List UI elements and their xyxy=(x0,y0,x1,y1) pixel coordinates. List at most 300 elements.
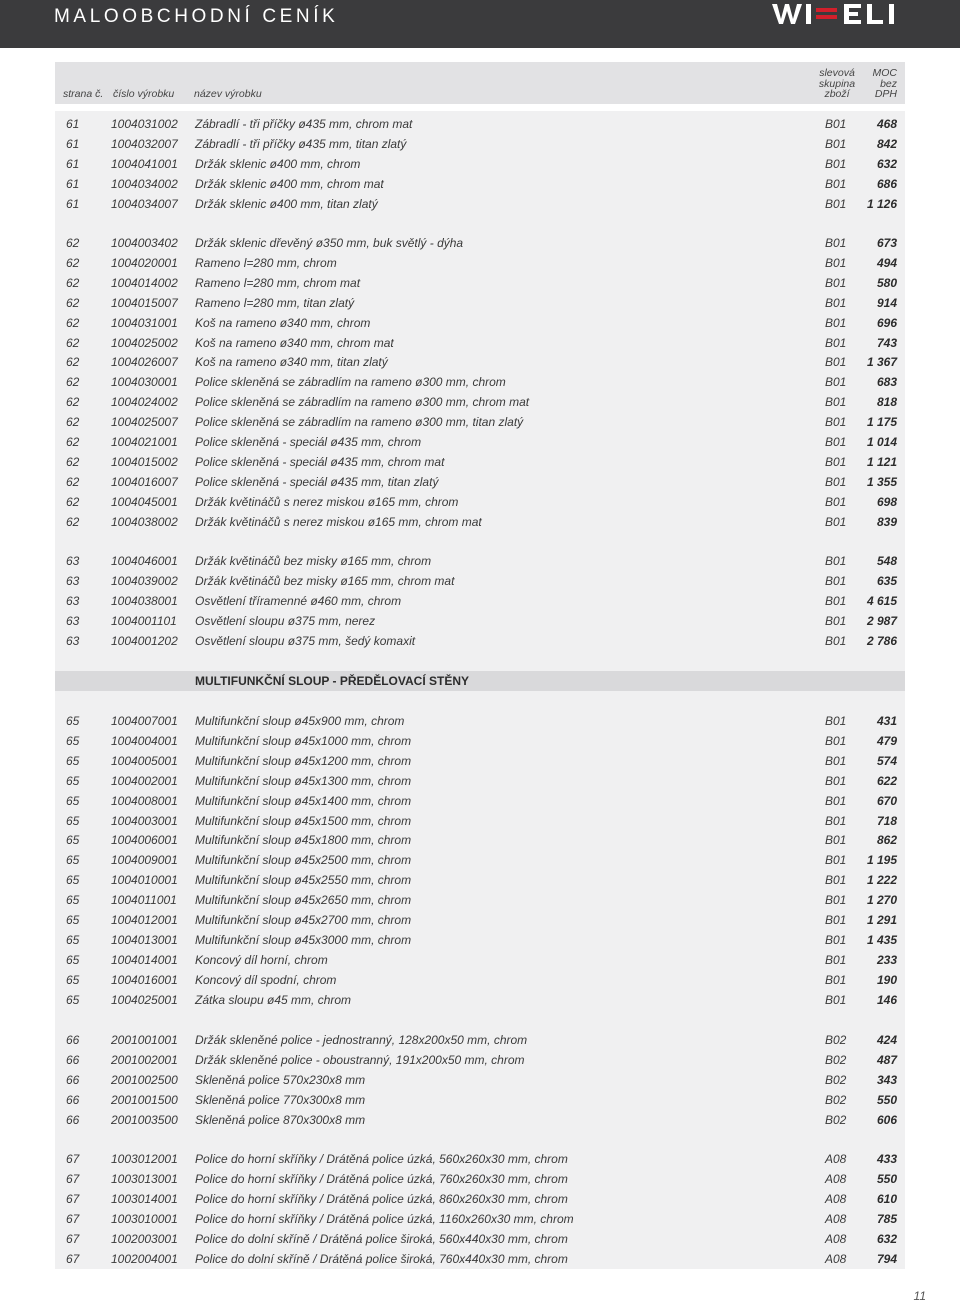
cell-price: 468 xyxy=(876,117,897,131)
cell-product-number: 1002003001 xyxy=(111,1231,178,1246)
cell-discount-group: B01 xyxy=(825,833,847,848)
cell-product-name: Multifunkční sloup ø45x1300 mm, chrom xyxy=(195,773,412,788)
table-row xyxy=(55,910,905,930)
cell-discount-group: B01 xyxy=(825,117,847,131)
cell-product-number: 1004007001 xyxy=(111,714,178,728)
cell-discount-group: B01 xyxy=(825,573,847,588)
table-row xyxy=(55,930,905,950)
cell-product-name: Držák skleněné police - oboustranný, 191x200x50 mm, chrom xyxy=(195,1052,525,1067)
table-row xyxy=(55,1149,905,1169)
cell-page: 62 xyxy=(66,494,80,509)
cell-page: 65 xyxy=(66,893,80,908)
cell-price: 673 xyxy=(876,236,897,250)
section-band xyxy=(55,671,905,691)
cell-page: 65 xyxy=(66,753,80,768)
cell-discount-group: B01 xyxy=(825,136,847,151)
section-title: MULTIFUNKČNÍ SLOUP - PŘEDĚLOVACÍ STĚNY xyxy=(195,674,470,688)
cell-product-number: 1004001202 xyxy=(111,633,178,648)
cell-price: 424 xyxy=(876,1033,897,1047)
cell-discount-group: B01 xyxy=(825,454,847,469)
cell-discount-group: B01 xyxy=(825,275,847,290)
cell-page: 63 xyxy=(66,593,80,608)
cell-page: 65 xyxy=(66,833,80,848)
cell-page: 65 xyxy=(66,733,80,748)
cell-price: 606 xyxy=(876,1112,897,1127)
cell-page: 67 xyxy=(66,1191,80,1206)
cell-product-number: 1004009001 xyxy=(111,853,178,868)
cell-product-number: 1003010001 xyxy=(111,1211,178,1226)
cell-product-number: 2001002500 xyxy=(111,1072,178,1087)
cell-discount-group: B01 xyxy=(825,315,847,330)
cell-price: 550 xyxy=(876,1092,897,1107)
table-row xyxy=(55,771,905,791)
table-row xyxy=(55,492,905,512)
cell-page: 65 xyxy=(66,972,80,987)
cell-discount-group: B01 xyxy=(825,295,847,310)
cell-discount-group: B01 xyxy=(825,773,847,788)
cell-product-name: Koš na rameno ø340 mm, titan zlatý xyxy=(195,355,388,370)
table-row xyxy=(55,233,905,253)
table-row xyxy=(55,512,905,532)
cell-product-number: 1004039002 xyxy=(111,573,178,588)
cell-page: 62 xyxy=(66,275,80,290)
cell-product-number: 1004010001 xyxy=(111,873,178,888)
cell-product-number: 1004038002 xyxy=(111,514,178,529)
table-row xyxy=(55,830,905,850)
cell-product-name: Police do horní skříňky / Drátěná police úzká, 860x260x30 mm, chrom xyxy=(195,1191,568,1206)
cell-price: 670 xyxy=(876,793,897,808)
table-row xyxy=(55,1169,905,1189)
cell-product-number: 1004026007 xyxy=(111,355,178,370)
cell-price: 4 615 xyxy=(866,593,897,608)
table-row xyxy=(55,571,905,591)
cell-product-number: 1004025001 xyxy=(111,992,178,1007)
cell-price: 683 xyxy=(876,375,897,390)
column-header-group-line: zboží xyxy=(824,88,850,100)
table-row xyxy=(55,1110,905,1130)
cell-page: 62 xyxy=(66,474,80,489)
table-row xyxy=(55,134,905,154)
cell-price: 794 xyxy=(876,1251,897,1266)
cell-price: 914 xyxy=(876,295,897,310)
table-row xyxy=(55,990,905,1010)
cell-product-name: Multifunkční sloup ø45x900 mm, chrom xyxy=(195,714,405,728)
cell-product-name: Police skleněná - speciál ø435 mm, chrom mat xyxy=(195,454,445,469)
cell-product-number: 1004032007 xyxy=(111,136,178,151)
cell-discount-group: A08 xyxy=(825,1191,847,1206)
cell-product-name: Koncový díl spodní, chrom xyxy=(195,972,337,987)
cell-product-name: Držák sklenic ø400 mm, chrom xyxy=(195,156,361,171)
table-row xyxy=(55,751,905,771)
cell-page: 62 xyxy=(66,454,80,469)
cell-product-number: 1004034002 xyxy=(111,176,178,191)
cell-product-number: 1004008001 xyxy=(111,793,178,808)
column-header-number: číslo výrobku xyxy=(113,88,175,100)
table-row xyxy=(55,452,905,472)
cell-product-name: Multifunkční sloup ø45x1400 mm, chrom xyxy=(195,793,412,808)
table-row xyxy=(55,791,905,811)
cell-product-name: Rameno l=280 mm, titan zlatý xyxy=(195,295,355,310)
cell-discount-group: B01 xyxy=(825,992,847,1007)
cell-discount-group: B01 xyxy=(825,853,847,868)
cell-product-name: Držák květináčů s nerez miskou ø165 mm, chrom xyxy=(195,494,459,509)
cell-discount-group: B01 xyxy=(825,255,847,270)
table-row xyxy=(55,392,905,412)
cell-product-name: Multifunkční sloup ø45x1800 mm, chrom xyxy=(195,833,412,848)
cell-product-name: Zátka sloupu ø45 mm, chrom xyxy=(195,992,352,1007)
table-row xyxy=(55,950,905,970)
cell-discount-group: B02 xyxy=(825,1052,847,1067)
cell-page: 66 xyxy=(66,1112,80,1127)
table-row xyxy=(55,273,905,293)
cell-price: 479 xyxy=(876,733,897,748)
cell-page: 67 xyxy=(66,1152,80,1166)
cell-product-number: 1004041001 xyxy=(111,156,178,171)
column-header-group-line: skupina xyxy=(818,77,856,90)
cell-price: 1 126 xyxy=(866,196,897,211)
cell-product-number: 1004025002 xyxy=(111,335,178,350)
cell-product-number: 1004011001 xyxy=(111,893,177,908)
cell-price: 494 xyxy=(876,255,897,270)
cell-page: 62 xyxy=(66,295,80,310)
cell-page: 66 xyxy=(66,1072,80,1087)
cell-product-number: 1004001101 xyxy=(111,613,177,628)
cell-price: 1 121 xyxy=(866,454,897,469)
cell-page: 61 xyxy=(66,136,80,151)
cell-discount-group: B01 xyxy=(825,913,847,927)
table-row xyxy=(55,1229,905,1249)
cell-product-name: Skleněná police 570x230x8 mm xyxy=(195,1072,366,1087)
table-row xyxy=(55,731,905,751)
cell-product-name: Multifunkční sloup ø45x2700 mm, chrom xyxy=(195,913,412,927)
table-row xyxy=(55,1050,905,1070)
cell-product-number: 1004002001 xyxy=(111,773,178,788)
table-row xyxy=(55,1070,905,1090)
cell-product-name: Police skleněná - speciál ø435 mm, titan zlatý xyxy=(195,474,439,489)
cell-product-name: Rameno l=280 mm, chrom xyxy=(195,255,337,270)
cell-price: 433 xyxy=(876,1152,897,1166)
cell-product-name: Police skleněná se zábradlím na rameno ø300 mm, chrom mat xyxy=(195,395,530,410)
cell-product-number: 1004031001 xyxy=(111,315,178,330)
cell-price: 862 xyxy=(876,833,897,848)
cell-discount-group: B01 xyxy=(825,972,847,987)
cell-product-number: 1004034007 xyxy=(111,196,178,211)
cell-product-number: 1003013001 xyxy=(111,1171,178,1186)
top-bar xyxy=(0,0,960,48)
cell-product-name: Skleněná police 770x300x8 mm xyxy=(195,1092,366,1107)
cell-product-number: 1004013001 xyxy=(111,932,178,947)
cell-page: 61 xyxy=(66,156,80,171)
cell-product-name: Police do horní skříňky / Drátěná police úzká, 560x260x30 mm, chrom xyxy=(195,1152,568,1166)
cell-product-name: Multifunkční sloup ø45x2550 mm, chrom xyxy=(195,873,412,888)
wireli-logo xyxy=(772,2,906,26)
cell-discount-group: A08 xyxy=(825,1251,847,1266)
table-row xyxy=(55,970,905,990)
cell-page: 62 xyxy=(66,514,80,529)
cell-discount-group: B01 xyxy=(825,474,847,489)
cell-discount-group: B01 xyxy=(825,733,847,748)
table-row xyxy=(55,711,905,731)
cell-product-number: 1004020001 xyxy=(111,255,178,270)
cell-price: 574 xyxy=(876,753,897,768)
cell-price: 146 xyxy=(876,992,897,1007)
column-header-group-line: slevová xyxy=(819,67,855,79)
table-row xyxy=(55,870,905,890)
cell-price: 622 xyxy=(876,773,897,788)
cell-product-number: 1004038001 xyxy=(111,593,178,608)
cell-discount-group: B01 xyxy=(825,236,847,250)
cell-page: 63 xyxy=(66,554,80,568)
cell-page: 65 xyxy=(66,793,80,808)
cell-price: 1 175 xyxy=(866,415,897,430)
cell-product-name: Držák květináčů bez misky ø165 mm, chrom xyxy=(195,554,432,568)
cell-product-number: 1002004001 xyxy=(111,1251,178,1266)
cell-page: 65 xyxy=(66,992,80,1007)
cell-price: 686 xyxy=(876,176,897,191)
cell-product-number: 1004016001 xyxy=(111,972,178,987)
cell-discount-group: B01 xyxy=(825,196,847,211)
cell-product-name: Multifunkční sloup ø45x1000 mm, chrom xyxy=(195,733,412,748)
cell-discount-group: B01 xyxy=(825,793,847,808)
cell-discount-group: B01 xyxy=(825,893,847,908)
cell-product-number: 2001001500 xyxy=(111,1092,178,1107)
cell-product-number: 1004012001 xyxy=(111,913,178,927)
cell-product-name: Multifunkční sloup ø45x2500 mm, chrom xyxy=(195,853,412,868)
cell-product-name: Držák květináčů s nerez miskou ø165 mm, chrom mat xyxy=(195,514,482,529)
cell-product-name: Rameno l=280 mm, chrom mat xyxy=(195,275,361,290)
cell-product-number: 1004016007 xyxy=(111,474,178,489)
cell-product-number: 1004004001 xyxy=(111,733,178,748)
cell-discount-group: B01 xyxy=(825,554,847,568)
cell-page: 67 xyxy=(66,1251,80,1266)
cell-product-name: Osvětlení sloupu ø375 mm, nerez xyxy=(195,613,376,628)
page-title: MALOOBCHODNÍ CENÍK xyxy=(54,6,339,27)
cell-product-name: Police skleněná se zábradlím na rameno ø300 mm, chrom xyxy=(195,375,506,390)
cell-price: 431 xyxy=(876,714,897,728)
cell-price: 1 014 xyxy=(866,435,897,449)
cell-product-name: Držák sklenic ø400 mm, chrom mat xyxy=(195,176,384,191)
cell-discount-group: B01 xyxy=(825,633,847,648)
cell-product-name: Držák skleněné police - jednostranný, 128x200x50 mm, chrom xyxy=(195,1033,528,1047)
cell-page: 62 xyxy=(66,415,80,430)
cell-price: 839 xyxy=(876,514,897,529)
cell-price: 548 xyxy=(876,554,897,568)
column-header-name: název výrobku xyxy=(194,88,262,100)
cell-page: 65 xyxy=(66,773,80,788)
cell-product-name: Police do dolní skříně / Drátěná police široká, 560x440x30 mm, chrom xyxy=(195,1231,568,1246)
column-header-price-line: bez xyxy=(880,77,897,90)
cell-price: 580 xyxy=(876,275,897,290)
cell-product-number: 1004025007 xyxy=(111,415,178,430)
cell-product-number: 1004003001 xyxy=(111,813,178,828)
table-row xyxy=(55,1209,905,1229)
cell-discount-group: B01 xyxy=(825,415,847,430)
cell-price: 698 xyxy=(876,494,897,509)
table-row xyxy=(55,1090,905,1110)
table-row xyxy=(55,472,905,492)
cell-product-number: 1004014001 xyxy=(111,952,178,967)
cell-price: 1 222 xyxy=(866,873,897,888)
cell-page: 62 xyxy=(66,255,80,270)
cell-discount-group: B01 xyxy=(825,176,847,191)
cell-page: 65 xyxy=(66,913,80,927)
cell-page: 65 xyxy=(66,952,80,967)
table-row xyxy=(55,313,905,333)
cell-page: 65 xyxy=(66,932,80,947)
cell-page: 62 xyxy=(66,375,80,390)
cell-product-number: 1003014001 xyxy=(111,1191,178,1206)
cell-product-name: Police skleněná - speciál ø435 mm, chrom xyxy=(195,435,422,449)
cell-product-number: 1004015007 xyxy=(111,295,178,310)
cell-price: 632 xyxy=(876,1231,897,1246)
cell-product-name: Koncový díl horní, chrom xyxy=(195,952,328,967)
cell-product-name: Osvětlení tříramenné ø460 mm, chrom xyxy=(195,593,402,608)
cell-product-name: Skleněná police 870x300x8 mm xyxy=(195,1112,366,1127)
cell-price: 550 xyxy=(876,1171,897,1186)
page-number: 11 xyxy=(913,1289,926,1303)
cell-product-number: 1004006001 xyxy=(111,833,178,848)
column-header-price-line: DPH xyxy=(874,88,897,100)
table-row xyxy=(55,551,905,571)
cell-product-name: Koš na rameno ø340 mm, chrom xyxy=(195,315,371,330)
cell-page: 66 xyxy=(66,1033,80,1047)
table-row xyxy=(55,850,905,870)
cell-product-number: 1004024002 xyxy=(111,395,178,410)
cell-page: 63 xyxy=(66,613,80,628)
cell-discount-group: A08 xyxy=(825,1152,847,1166)
cell-page: 62 xyxy=(66,355,80,370)
cell-page: 67 xyxy=(66,1211,80,1226)
cell-price: 343 xyxy=(876,1072,897,1087)
cell-product-name: Držák sklenic dřevěný ø350 mm, buk světlý - dýha xyxy=(195,236,464,250)
cell-page: 67 xyxy=(66,1171,80,1186)
cell-product-name: Koš na rameno ø340 mm, chrom mat xyxy=(195,335,394,350)
cell-page: 61 xyxy=(66,196,80,211)
table-row xyxy=(55,253,905,273)
cell-price: 1 291 xyxy=(866,913,897,927)
table-row xyxy=(55,372,905,392)
cell-page: 66 xyxy=(66,1092,80,1107)
table-row xyxy=(55,591,905,611)
table-row xyxy=(55,174,905,194)
cell-product-name: Police do horní skříňky / Drátěná police úzká, 1160x260x30 mm, chrom xyxy=(195,1211,574,1226)
cell-price: 818 xyxy=(876,395,897,410)
cell-product-number: 1004031002 xyxy=(111,117,178,131)
cell-product-number: 2001001001 xyxy=(111,1033,178,1047)
cell-page: 65 xyxy=(66,873,80,888)
table-row xyxy=(55,114,905,134)
cell-discount-group: B01 xyxy=(825,753,847,768)
cell-discount-group: B01 xyxy=(825,435,847,449)
cell-product-number: 1004005001 xyxy=(111,753,178,768)
cell-price: 632 xyxy=(876,156,897,171)
cell-price: 2 786 xyxy=(866,633,897,648)
table-row xyxy=(55,1030,905,1050)
table-row xyxy=(55,432,905,452)
cell-discount-group: B01 xyxy=(825,335,847,350)
cell-price: 743 xyxy=(876,335,897,350)
cell-page: 62 xyxy=(66,236,80,250)
cell-product-number: 1004014002 xyxy=(111,275,178,290)
table-row xyxy=(55,352,905,372)
cell-product-name: Zábradlí - tři příčky ø435 mm, chrom mat xyxy=(195,117,413,131)
cell-price: 1 367 xyxy=(866,355,897,370)
table-row xyxy=(55,611,905,631)
cell-product-number: 1004015002 xyxy=(111,454,178,469)
cell-product-name: Multifunkční sloup ø45x1200 mm, chrom xyxy=(195,753,412,768)
cell-discount-group: B01 xyxy=(825,593,847,608)
cell-discount-group: B02 xyxy=(825,1033,847,1047)
cell-page: 66 xyxy=(66,1052,80,1067)
table-row xyxy=(55,412,905,432)
cell-discount-group: B01 xyxy=(825,395,847,410)
cell-discount-group: A08 xyxy=(825,1231,847,1246)
cell-product-number: 1004045001 xyxy=(111,494,178,509)
cell-discount-group: B01 xyxy=(825,514,847,529)
cell-discount-group: A08 xyxy=(825,1171,847,1186)
cell-discount-group: B01 xyxy=(825,932,847,947)
cell-product-name: Police skleněná se zábradlím na rameno ø300 mm, titan zlatý xyxy=(195,415,524,430)
table-row xyxy=(55,1189,905,1209)
cell-price: 610 xyxy=(876,1191,897,1206)
cell-product-number: 1003012001 xyxy=(111,1152,178,1166)
cell-product-name: Police do dolní skříně / Drátěná police široká, 760x440x30 mm, chrom xyxy=(195,1251,568,1266)
cell-price: 785 xyxy=(876,1211,897,1226)
cell-product-name: Držák květináčů bez misky ø165 mm, chrom mat xyxy=(195,573,455,588)
cell-price: 190 xyxy=(876,972,897,987)
cell-page: 65 xyxy=(66,853,80,868)
cell-price: 487 xyxy=(876,1052,897,1067)
cell-discount-group: B01 xyxy=(825,355,847,370)
cell-discount-group: B02 xyxy=(825,1072,847,1087)
table-row xyxy=(55,194,905,214)
table-row xyxy=(55,890,905,910)
cell-page: 61 xyxy=(66,176,80,191)
column-header-page: strana č. xyxy=(63,88,104,100)
column-header-price-line: MOC xyxy=(872,67,897,79)
cell-discount-group: B01 xyxy=(825,873,847,888)
cell-page: 65 xyxy=(66,714,80,728)
table-row xyxy=(55,1249,905,1269)
cell-discount-group: B01 xyxy=(825,613,847,628)
table-header xyxy=(55,62,905,104)
cell-price: 233 xyxy=(876,952,897,967)
cell-page: 63 xyxy=(66,633,80,648)
cell-price: 1 270 xyxy=(866,893,897,908)
table-row xyxy=(55,154,905,174)
cell-product-number: 1004046001 xyxy=(111,554,178,568)
cell-price: 1 195 xyxy=(866,853,897,868)
table-row xyxy=(55,293,905,313)
cell-page: 63 xyxy=(66,573,80,588)
cell-price: 2 987 xyxy=(866,613,897,628)
cell-discount-group: B01 xyxy=(825,714,847,728)
cell-product-number: 1004021001 xyxy=(111,435,178,449)
cell-price: 1 435 xyxy=(866,932,897,947)
cell-product-name: Držák sklenic ø400 mm, titan zlatý xyxy=(195,196,378,211)
cell-price: 635 xyxy=(876,573,897,588)
cell-page: 62 xyxy=(66,335,80,350)
cell-product-number: 1004030001 xyxy=(111,375,178,390)
cell-discount-group: B01 xyxy=(825,375,847,390)
cell-product-number: 1004003402 xyxy=(111,236,178,250)
table-row xyxy=(55,811,905,831)
cell-price: 718 xyxy=(876,813,897,828)
cell-page: 67 xyxy=(66,1231,80,1246)
cell-discount-group: B02 xyxy=(825,1092,847,1107)
cell-page: 62 xyxy=(66,435,80,449)
cell-product-name: Osvětlení sloupu ø375 mm, šedý komaxit xyxy=(195,633,416,648)
